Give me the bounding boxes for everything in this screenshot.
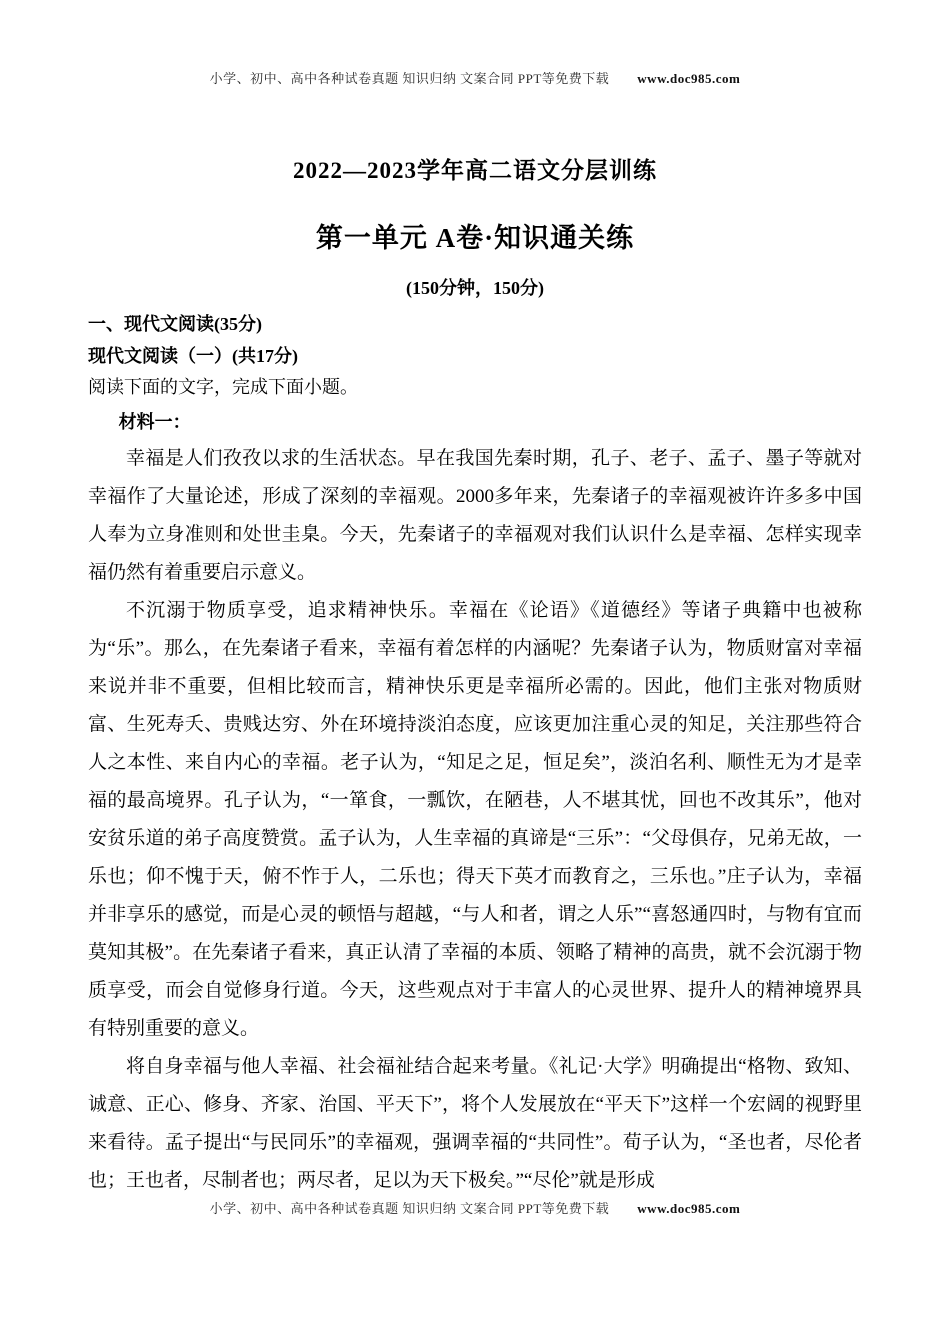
document-body <box>88 308 862 1200</box>
reading-instruction: 阅读下面的文字，完成下面小题。 <box>88 377 358 397</box>
material-paragraph-2: 不沉溺于物质享受，追求精神快乐。幸福在《论语》《道德经》等诸子典籍中也被称为“乐”。那么，在先秦诸子看来，幸福有着怎样的内涵呢？先秦诸子认为，物质财富对幸福来说并非不重要，但相比较而言，精神快乐更是幸福所必需的。因此，他们主张对物质财富、生死寿夭、贵贱达穷、外在环境持淡泊态度，应该更加注重心灵的知足，关注那些符合人之本性、来自内心的幸福。老子认为，“知足之足，恒足矣”，淡泊名利、顺性无为才是幸福的最高境界。孔子认为，“一箪食，一瓢饮，在陋巷，人不堪其忧，回也不改其乐”，他对安贫乐道的弟子高度赞赏。孟子认为，人生幸福的真谛是“三乐”：“父母俱存，兄弟无故，一乐也；仰不愧于天，俯不怍于人，二乐也；得天下英才而教育之，三乐也。”庄子认为，幸福并非享乐的感觉，而是心灵的顿悟与超越，“与人和者，谓之人乐”“喜怒通四时，与物有宜而莫知其极”。在先秦诸子看来，真正认清了幸福的本质、领略了精神的高贵，就不会沉溺于物质享受，而会自觉修身行道。今天，这些观点对于丰富人的心灵世界、提升人的精神境界具有特别重要的意义。 <box>88 600 862 1039</box>
footer-watermark-url: www.doc985.com <box>637 1201 741 1216</box>
exam-duration: (150分钟，150分) <box>406 278 544 298</box>
material-paragraph-1: 幸福是人们孜孜以求的生活状态。早在我国先秦时期，孔子、老子、孟子、墨子等就对幸福作了大量论述，形成了深刻的幸福观。2000多年来，先秦诸子的幸福观被许许多多中国人奉为立身准则和处世圭臬。今天，先秦诸子的幸福观对我们认识什么是幸福、怎样实现幸福仍然有着重要启示意义。 <box>88 448 862 583</box>
subsection-heading: 现代文阅读（一）(共17分) <box>88 346 298 366</box>
section-heading: 一、现代文阅读(35分) <box>88 314 262 334</box>
material-label: 材料一： <box>118 412 191 432</box>
material-paragraph-3: 将自身幸福与他人幸福、社会福祉结合起来考量。《礼记·大学》明确提出“格物、致知、诚意、正心、修身、齐家、治国、平天下”，将个人发展放在“平天下”这样一个宏阔的视野里来看待。孟子提出“与民同乐”的幸福观，强调幸福的“共同性”。荀子认为，“圣也者，尽伦者也；王也者，尽制者也；两尽者，足以为天下极矣。”“尽伦”就是形成 <box>88 1056 862 1191</box>
header-watermark-url: www.doc985.com <box>637 71 741 86</box>
header-watermark-text: 小学、初中、高中各种试卷真题 知识归纳 文案合同 PPT等免费下载 <box>209 71 610 86</box>
page-subtitle: 第一单元 A卷·知识通关练 <box>315 223 635 253</box>
footer-watermark <box>0 1198 950 1217</box>
header-watermark <box>0 68 950 87</box>
footer-watermark-text: 小学、初中、高中各种试卷真题 知识归纳 文案合同 PPT等免费下载 <box>209 1201 610 1216</box>
page-title: 2022—2023学年高二语文分层训练 <box>293 158 657 183</box>
